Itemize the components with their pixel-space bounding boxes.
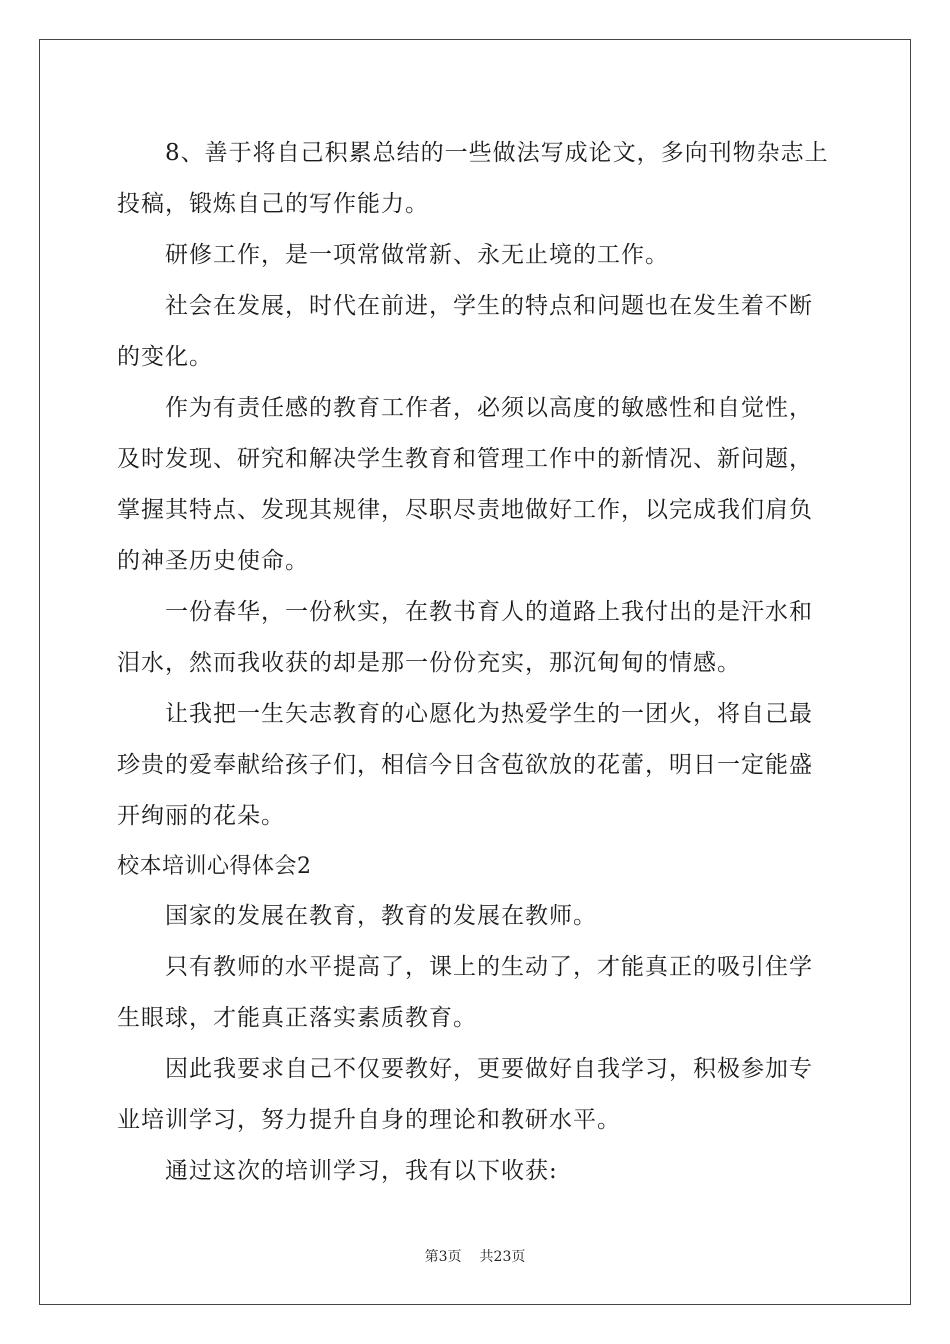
paragraph: 只有教师的水平提高了，课上的生动了，才能真正的吸引住学生眼球，才能真正落实素质教育。 bbox=[117, 954, 813, 1031]
paragraph: 让我把一生矢志教育的心愿化为热爱学生的一团火，将自己最珍贵的爱奉献给孩子们，相信今日含苞欲放的花蕾，明日一定能盛开绚丽的花朵。 bbox=[117, 701, 813, 829]
current-page-label: 第3页 bbox=[424, 1249, 462, 1265]
paragraph: 研修工作，是一项常做常新、永无止境的工作。 bbox=[165, 242, 669, 268]
paragraph: 社会在发展，时代在前进，学生的特点和问题也在发生着不断的变化。 bbox=[117, 293, 813, 370]
paragraph: 因此我要求自己不仅要教好，更要做好自我学习，积极参加专业培训学习，努力提升自身的理论和教研水平。 bbox=[117, 1056, 813, 1133]
paragraph: 作为有责任感的教育工作者，必须以高度的敏感性和自觉性，及时发现、研究和解决学生教育和管理工作中的新情况、新问题，掌握其特点、发现其规律，尽职尽责地做好工作，以完成我们肩负的神圣历史使命。 bbox=[117, 395, 813, 574]
document-body bbox=[117, 128, 835, 1197]
page-footer bbox=[0, 1246, 950, 1266]
paragraph: 8、善于将自己积累总结的一些做法写成论文，多向刊物杂志上投稿，锻炼自己的写作能力。 bbox=[117, 140, 829, 217]
paragraph: 国家的发展在教育，教育的发展在教师。 bbox=[165, 903, 597, 929]
paragraph: 一份春华，一份秋实，在教书育人的道路上我付出的是汗水和泪水，然而我收获的却是那一份份充实，那沉甸甸的情感。 bbox=[117, 599, 813, 676]
paragraph: 通过这次的培训学习，我有以下收获: bbox=[165, 1158, 558, 1184]
section-heading: 校本培训心得体会2 bbox=[117, 854, 312, 879]
total-pages-label: 共23页 bbox=[479, 1249, 526, 1265]
